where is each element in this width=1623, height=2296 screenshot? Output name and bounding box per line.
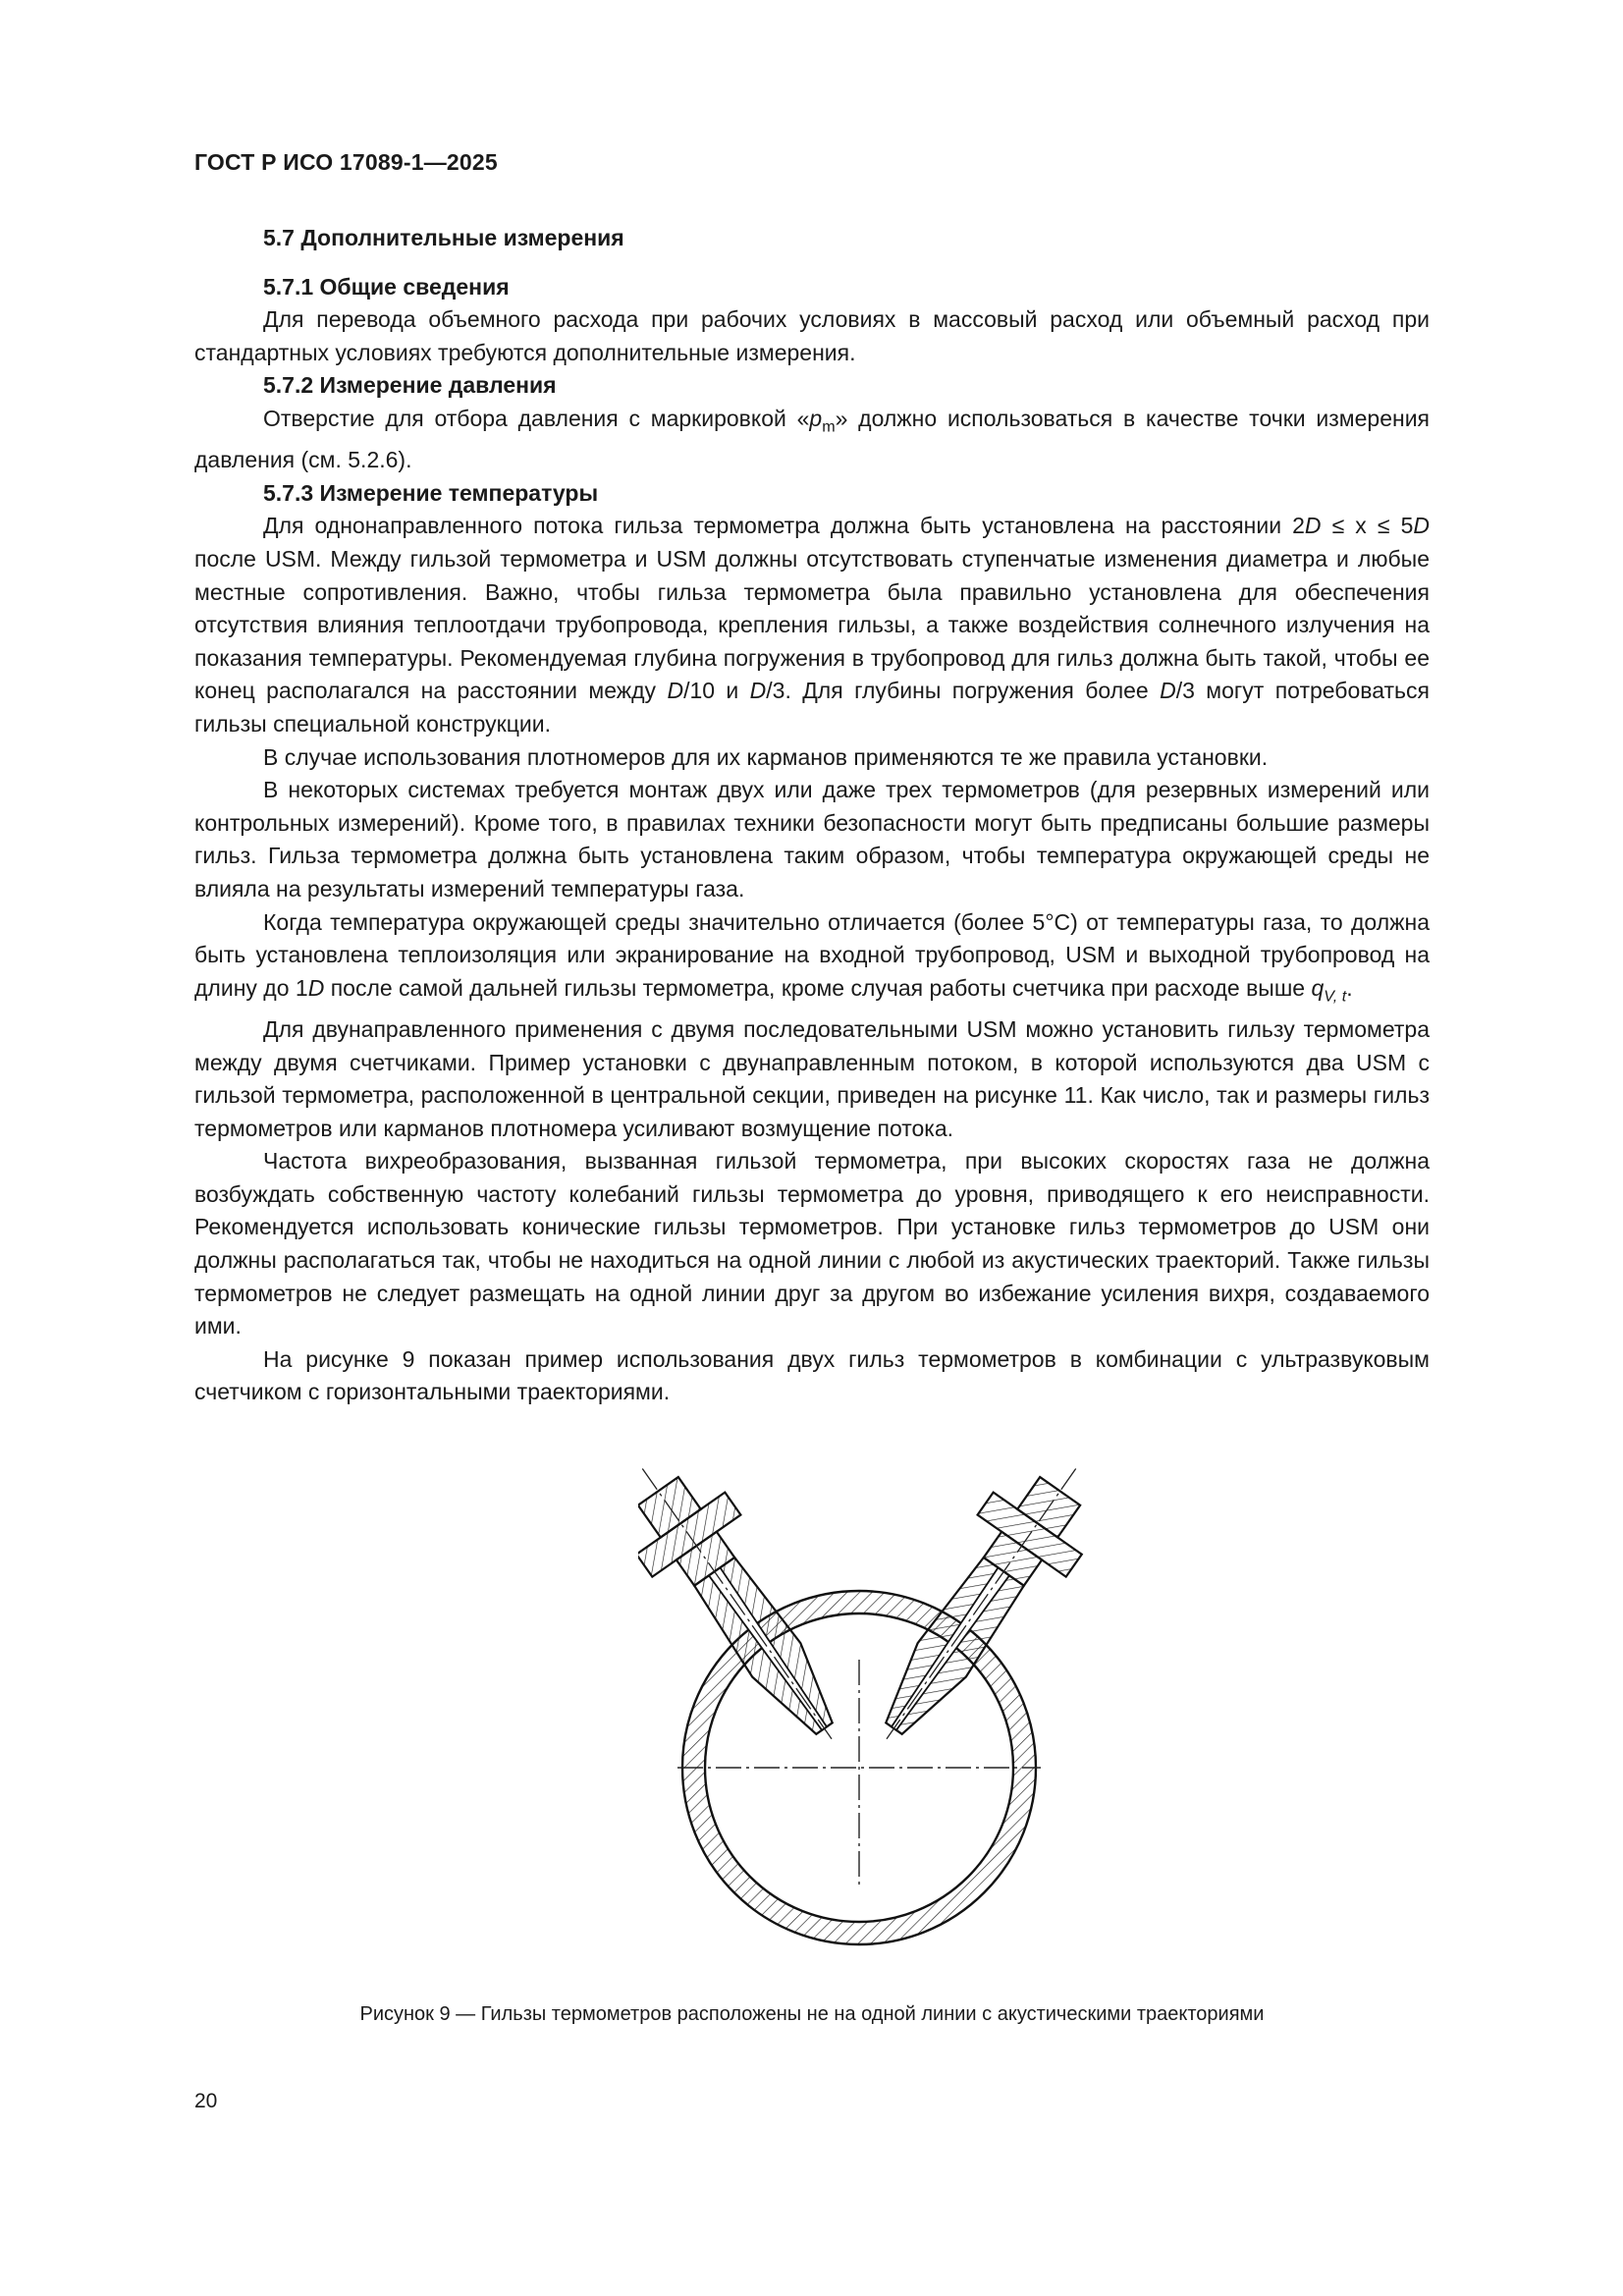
section-heading: 5.7 Дополнительные измерения bbox=[263, 225, 624, 250]
paragraph: Для перевода объемного расхода при рабочих условиях в массовый расход или объемный расход при стандартных условиях требуются дополнительные измерения. bbox=[194, 306, 1430, 365]
paragraph: Когда температура окружающей среды значительно отличается (более 5°С) от температуры газа, то должна быть установлена теплоизоляция или экранирование на входной трубопровод, USM и выходной трубопровод на длину до 1D после самой дальней гильзы термометра, кроме случая работы счетчика при расходе выше $q_{V, t}$. bbox=[194, 908, 1430, 1006]
paragraph: На рисунке 9 показан пример использования двух гильз термометров в комбинации с ультразвуковым счетчиком с горизонтальными траекториями. bbox=[194, 1345, 1430, 1405]
subsection-heading-pressure: 5.7.2 Измерение давления bbox=[263, 372, 557, 399]
paragraph: Для двунаправленного применения с двумя последовательными USM можно установить гильзу термометра между двумя счетчиками. Пример установки с двунаправленным потоком, в которой используются два USM с гильзой термометра, расположенной в центральной секции, приведен на рисунке 11. Как число, так и размеры гильз термометров или карманов плотномера усиливают возмущение потока. bbox=[194, 1015, 1430, 1141]
page-number: 20 bbox=[194, 2090, 218, 2112]
thermowell-right bbox=[842, 1463, 1090, 1770]
paragraph: Для однонаправленного потока гильза термометра должна быть установлена на расстоянии 2D ≤ x ≤ 5D после USM. Между гильзой термометра и USM должны отсутствовать ступенчатые изменения диаметра и любые местные сопротивления. Важно, чтобы гильза термометра была правильно установлена для обеспечения отсутствия влияния теплоотдачи трубопровода, крепления гильзы, а также воздействия солнечного излучения на показания температуры. Рекомендуемая глубина погружения в трубопровод для гильз должна быть такой, чтобы ее конец располагался на расстоянии между D/10 и D/3. Для глубины погружения более D/3 могут потребоваться гильзы специальной конструкции. bbox=[194, 513, 1430, 737]
paragraph: В случае использования плотномеров для их карманов применяются те же правила установки. bbox=[263, 743, 1269, 770]
subsection-heading-general: 5.7.1 Общие сведения bbox=[263, 273, 510, 300]
paragraph: Отверстие для отбора давления с маркировкой «$p_m$» должно использоваться в качестве точки измерения давления (см. 5.2.6). bbox=[194, 405, 1430, 473]
figure-thermowells-diagram bbox=[638, 1463, 1090, 1984]
figure-caption: Рисунок 9 — Гильзы термометров расположены не на одной линии с акустическими траекториями bbox=[359, 2003, 1265, 2025]
paragraph: В некоторых системах требуется монтаж двух или даже трех термометров (для резервных измерений или контрольных измерений). Кроме того, в правилах техники безопасности могут быть предписаны большие размеры гильз. Гильза термометра должна быть установлена таким образом, чтобы температура окружающей среды не влияла на результаты измерений температуры газа. bbox=[194, 777, 1430, 902]
document-code: ГОСТ Р ИСО 17089-1—2025 bbox=[194, 149, 498, 175]
subsection-heading-temperature: 5.7.3 Измерение температуры bbox=[263, 479, 599, 506]
paragraph: Частота вихреобразования, вызванная гильзой термометра, при высоких скоростях газа не должна возбуждать собственную частоту колебаний гильзы термометра до уровня, приводящего к его неисправности. Рекомендуется использовать конические гильзы термометров. При установке гильз термометров до USM они должны располагаться так, чтобы не находиться на одной линии с любой из акустических траекторий. Также гильзы термометров не следует размещать на одной линии друг за другом во избежание усиления вихря, создаваемого ими. bbox=[194, 1148, 1430, 1339]
section-body bbox=[194, 222, 1430, 1409]
pipe-center-lines bbox=[677, 1660, 1041, 1886]
thermowell-left bbox=[638, 1463, 876, 1770]
